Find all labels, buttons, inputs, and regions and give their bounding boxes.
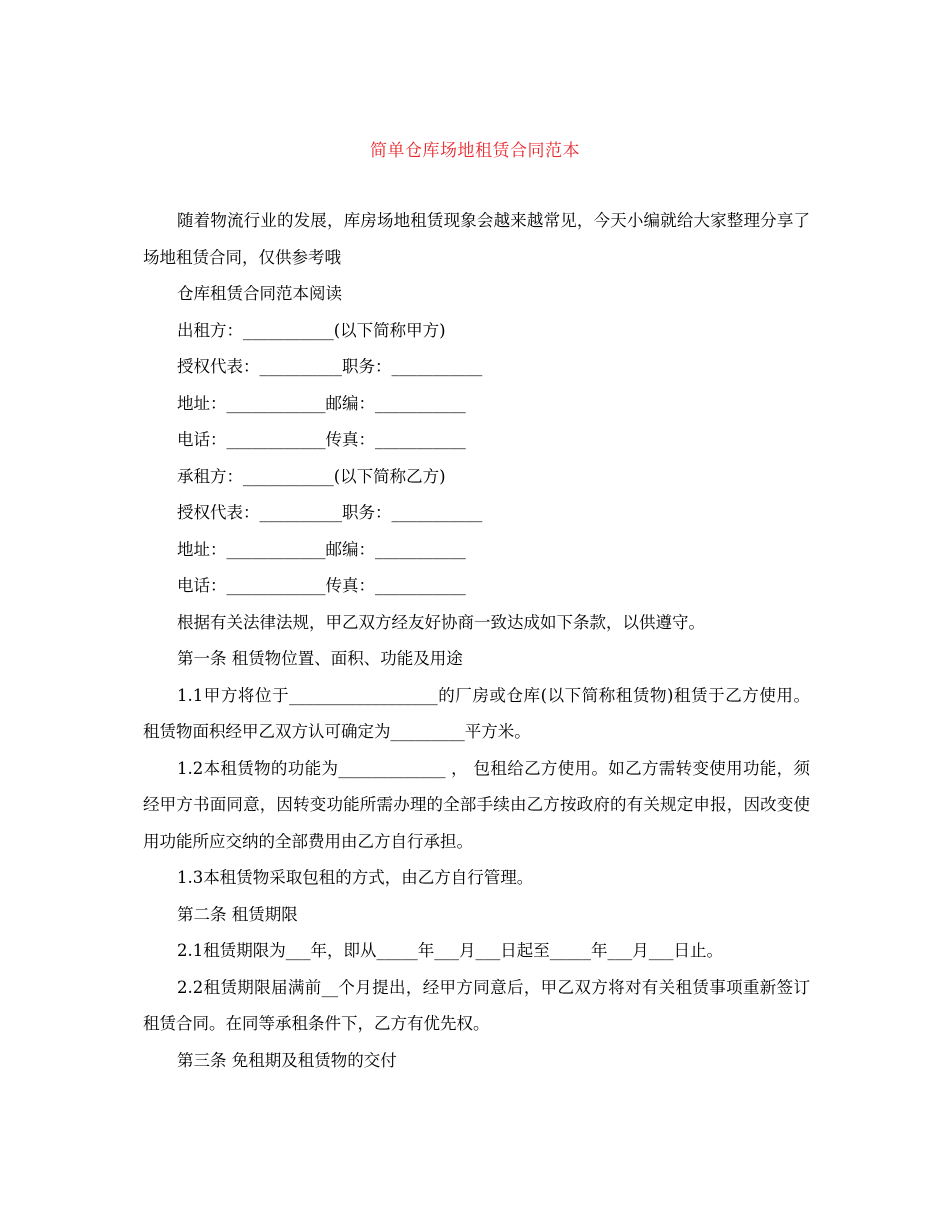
clause-1-1: 1.1甲方将位于__________________的厂房或仓库(以下简称租赁物)租赁于乙方使用。租赁物面积经甲乙双方认可确定为_________平方米。 xyxy=(143,685,810,741)
article-2-heading: 第二条 租赁期限 xyxy=(177,904,298,924)
clause-2-1: 2.1租赁期限为___年，即从_____年___月___日起至_____年___月___日止。 xyxy=(177,941,723,960)
lessor-representative-field: 授权代表：__________职务：___________ xyxy=(177,357,483,376)
article-1-heading: 第一条 租赁物位置、面积、功能及用途 xyxy=(177,649,463,668)
document-body xyxy=(143,203,810,1079)
lessee-representative-field: 授权代表：__________职务：___________ xyxy=(177,503,483,522)
lessee-field: 承租方：___________(以下简称乙方) xyxy=(177,466,446,486)
lessor-field: 出租方：___________(以下简称甲方) xyxy=(177,320,446,340)
lessor-phone-field: 电话：____________传真：___________ xyxy=(177,430,466,449)
document-title: 简单仓库场地租赁合同范本 xyxy=(370,141,580,161)
intro-paragraph: 随着物流行业的发展，库房场地租赁现象会越来越常见，今天小编就给大家整理分享了场地租赁合同，仅供参考哦 xyxy=(143,211,810,267)
agreement-statement: 根据有关法律法规，甲乙双方经友好协商一致达成如下条款，以供遵守。 xyxy=(177,612,705,632)
clause-2-2: 2.2租赁期限届满前__个月提出，经甲方同意后，甲乙双方将对有关租赁事项重新签订租赁合同。在同等承租条件下，乙方有优先权。 xyxy=(143,977,810,1033)
clause-1-2: 1.2本租赁物的功能为_____________ ， 包租给乙方使用。如乙方需转变使用功能，须经甲方书面同意，因转变功能所需办理的全部手续由乙方按政府的有关规定申报，因改变使用功能所应交纳的全部费用由乙方自行承担。 xyxy=(143,758,810,851)
section-heading-reading: 仓库租赁合同范本阅读 xyxy=(177,284,342,303)
clause-1-3: 1.3本租赁物采取包租的方式，由乙方自行管理。 xyxy=(177,868,534,887)
lessor-address-field: 地址：____________邮编：___________ xyxy=(177,393,466,413)
lessee-address-field: 地址：____________邮编：___________ xyxy=(177,539,466,559)
lessee-phone-field: 电话：____________传真：___________ xyxy=(177,576,466,595)
article-3-heading: 第三条 免租期及租赁物的交付 xyxy=(177,1050,397,1070)
